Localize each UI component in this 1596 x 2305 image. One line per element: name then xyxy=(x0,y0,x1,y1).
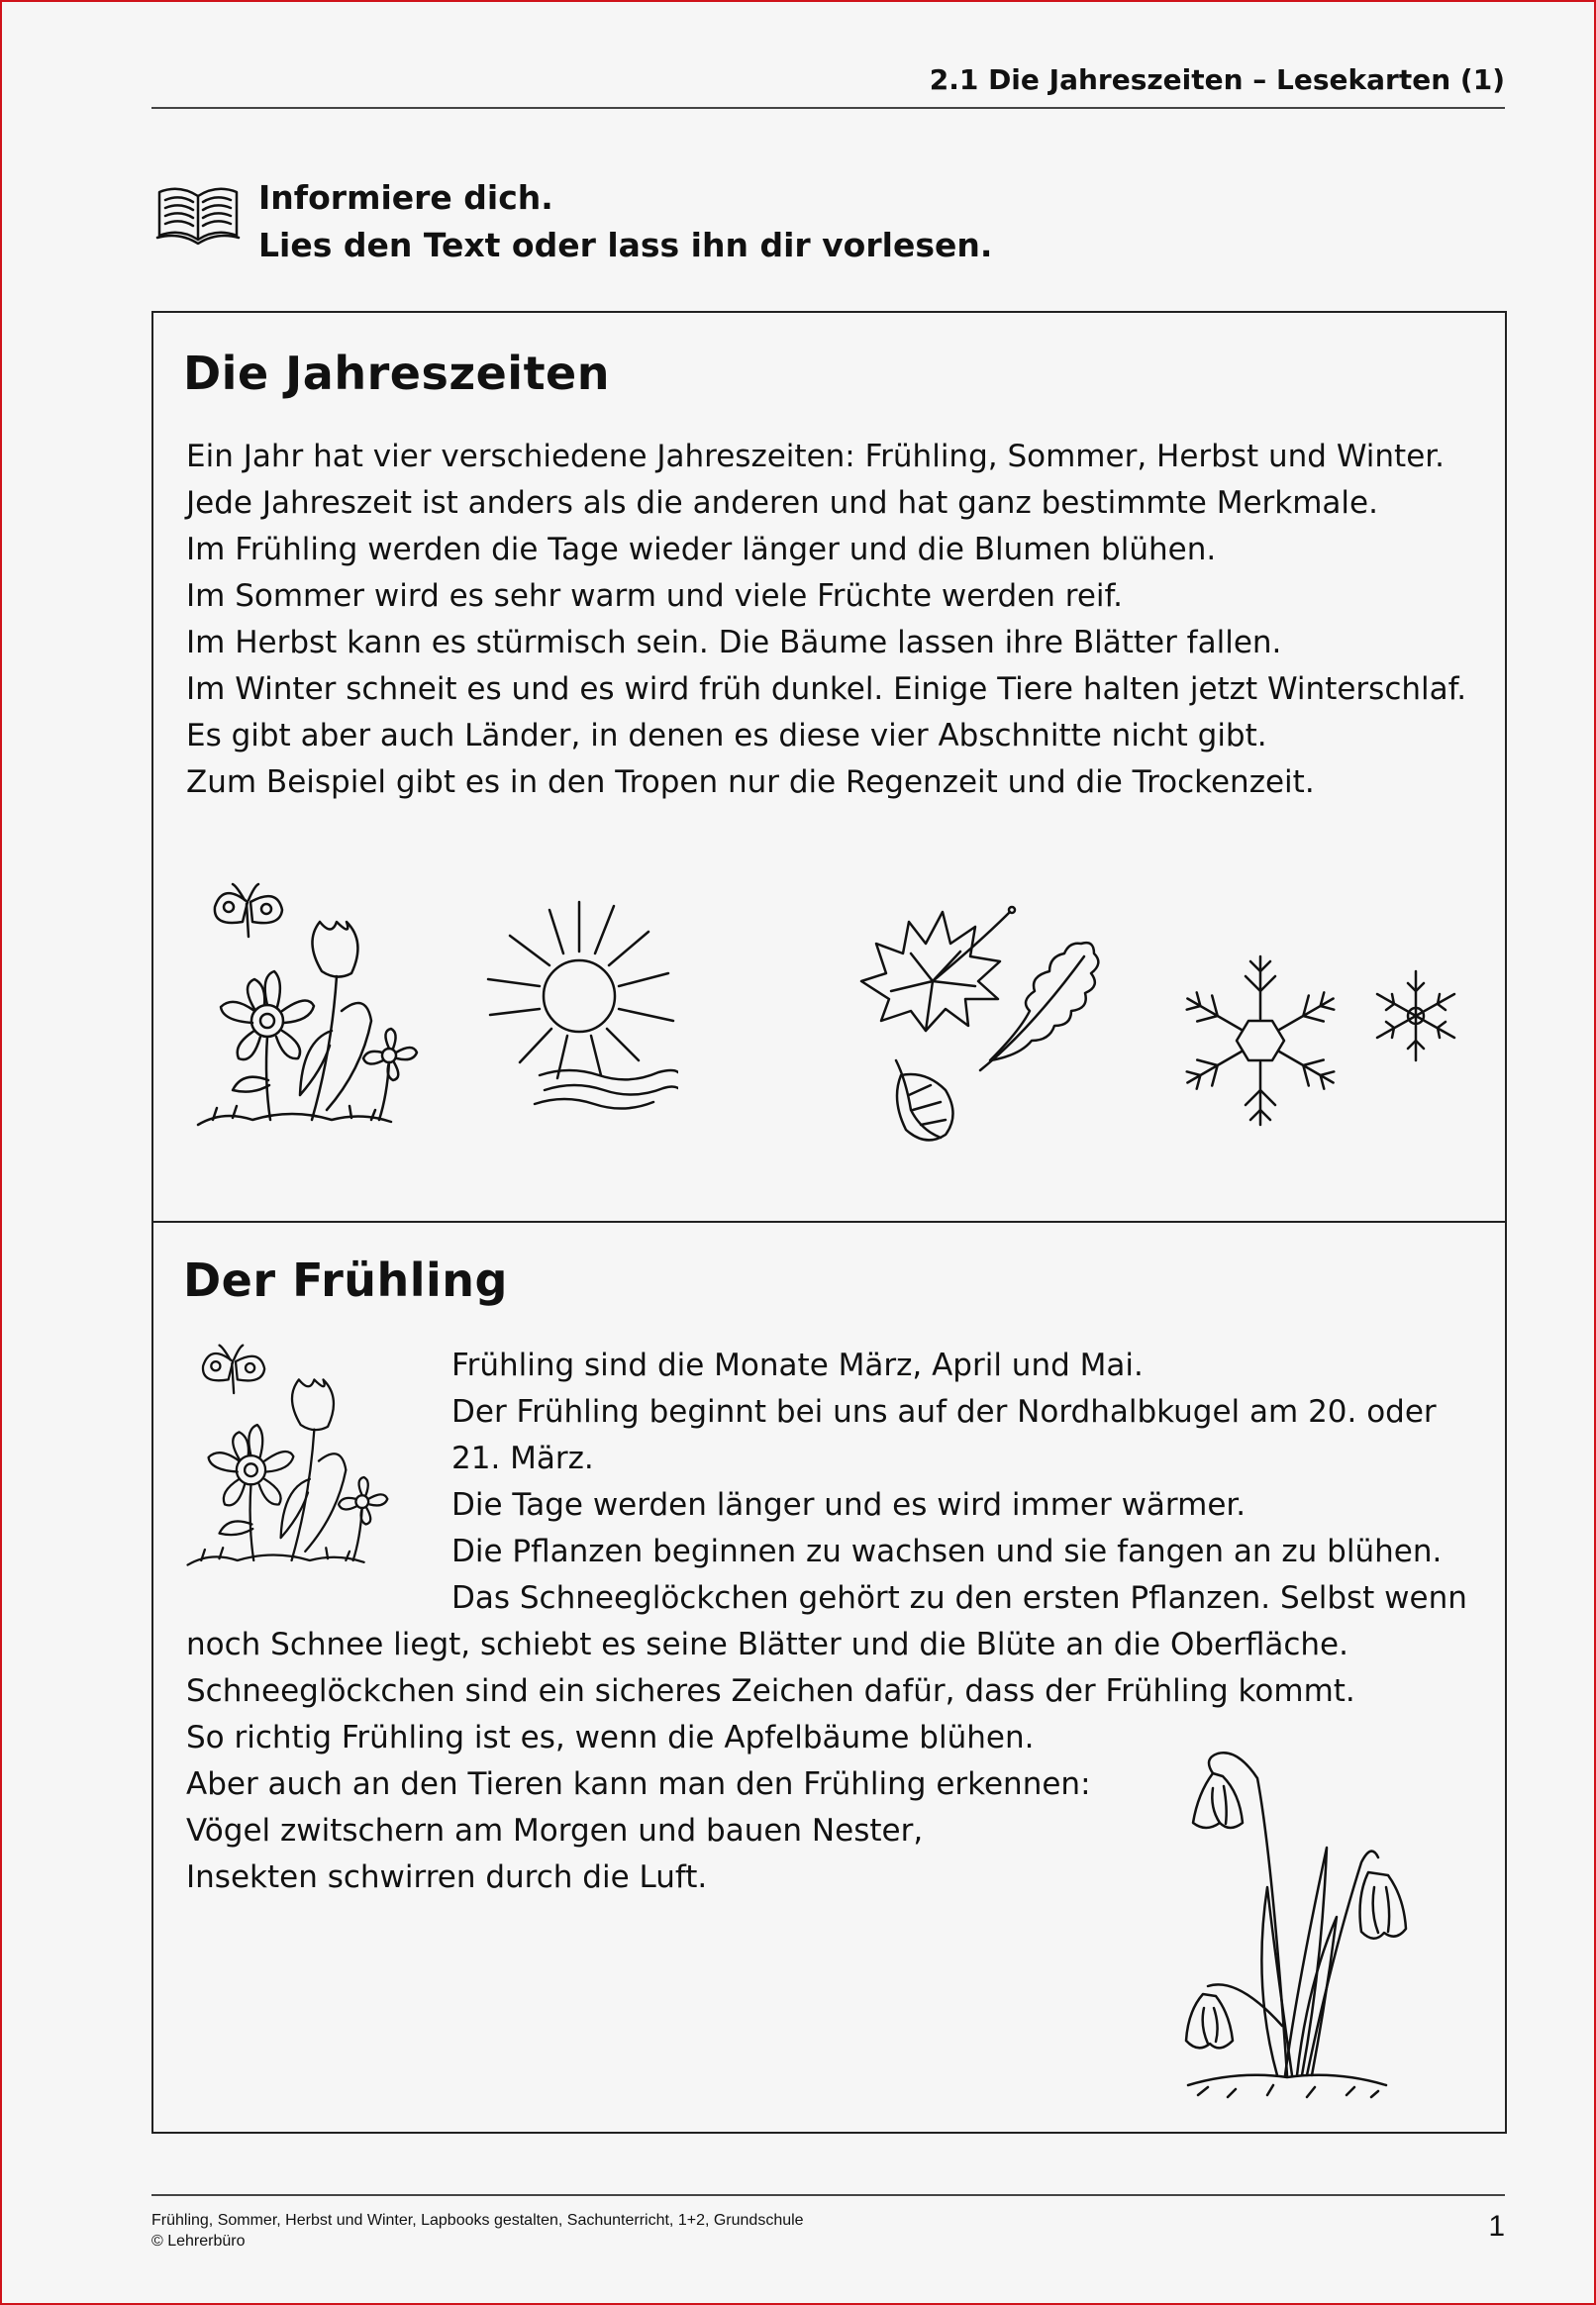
text-line: Die Pflanzen beginnen zu wachsen und sie fangen an zu blühen. xyxy=(451,1534,1443,1569)
text-line: Zum Beispiel gibt es in den Tropen nur die Regenzeit und die Trockenzeit. xyxy=(186,764,1315,800)
text-line: Vögel zwitschern am Morgen und bauen Nester, xyxy=(186,1813,924,1849)
text-line: Im Herbst kann es stürmisch sein. Die Bäume lassen ihre Blätter fallen. xyxy=(186,625,1282,660)
text-line: Die Tage werden länger und es wird immer wärmer. xyxy=(451,1487,1247,1523)
text-line: Ein Jahr hat vier verschiedene Jahreszeiten: Frühling, Sommer, Herbst und Winter. xyxy=(186,439,1446,474)
card1-text xyxy=(186,434,1493,806)
instruction-line: Lies den Text oder lass ihn dir vorlesen. xyxy=(258,226,993,264)
snowflake-icon xyxy=(1183,947,1460,1135)
text-line: Schneeglöckchen sind ein sicheres Zeichen dafür, dass der Frühling kommt. xyxy=(186,1673,1355,1709)
open-book-icon xyxy=(155,178,241,248)
footer-line: © Lehrerbüro xyxy=(151,2233,246,2250)
instruction-text xyxy=(258,174,992,269)
page-number: 1 xyxy=(1488,2210,1505,2243)
page-header xyxy=(151,57,1505,109)
text-line: Im Winter schneit es und es wird früh dunkel. Einige Tiere halten jetzt Winterschlaf. xyxy=(186,671,1467,707)
text-line: noch Schnee liegt, schiebt es seine Blätter und die Blüte an die Oberfläche. xyxy=(186,1627,1348,1662)
text-line: So richtig Frühling ist es, wenn die Apfelbäume blühen. xyxy=(186,1720,1035,1755)
instruction-line: Informiere dich. xyxy=(258,178,553,217)
footer-source xyxy=(151,2210,804,2252)
card-divider xyxy=(153,1221,1505,1223)
text-line: Der Frühling beginnt bei uns auf der Nordhalbkugel am 20. oder xyxy=(451,1394,1437,1430)
card1-title: Die Jahreszeiten xyxy=(183,347,611,400)
reading-cards-frame xyxy=(151,311,1507,2134)
sun-icon xyxy=(480,892,678,1130)
text-line: Jede Jahreszeit ist anders als die anderen und hat ganz bestimmte Merkmale. xyxy=(186,485,1378,521)
text-line: Aber auch an den Tieren kann man den Frühling erkennen: xyxy=(186,1766,1091,1802)
text-line: Im Frühling werden die Tage wieder länger und die Blumen blühen. xyxy=(186,532,1217,567)
text-line: Es gibt aber auch Länder, in denen es diese vier Abschnitte nicht gibt. xyxy=(186,718,1267,753)
text-line: 21. März. xyxy=(451,1441,594,1476)
header-title: 2.1 Die Jahreszeiten – Lesekarten (1) xyxy=(929,63,1505,96)
instruction xyxy=(153,174,1342,283)
card2-title: Der Frühling xyxy=(183,1253,508,1307)
text-line: Frühling sind die Monate März, April und Mai. xyxy=(451,1348,1144,1383)
snowdrop-icon xyxy=(1158,1739,1416,2105)
spring-flowers-icon xyxy=(193,882,421,1130)
text-line: Insekten schwirren durch die Luft. xyxy=(186,1859,708,1895)
footer-line: Frühling, Sommer, Herbst und Winter, Lapbooks gestalten, Sachunterricht, 1+2, Grundschule xyxy=(151,2212,804,2229)
text-line: Das Schneeglöckchen gehört zu den ersten Pflanzen. Selbst wenn xyxy=(451,1580,1467,1616)
text-line: Im Sommer wird es sehr warm und viele Früchte werden reif. xyxy=(186,578,1124,614)
page-footer xyxy=(151,2194,1505,2255)
autumn-leaves-icon xyxy=(851,882,1129,1150)
